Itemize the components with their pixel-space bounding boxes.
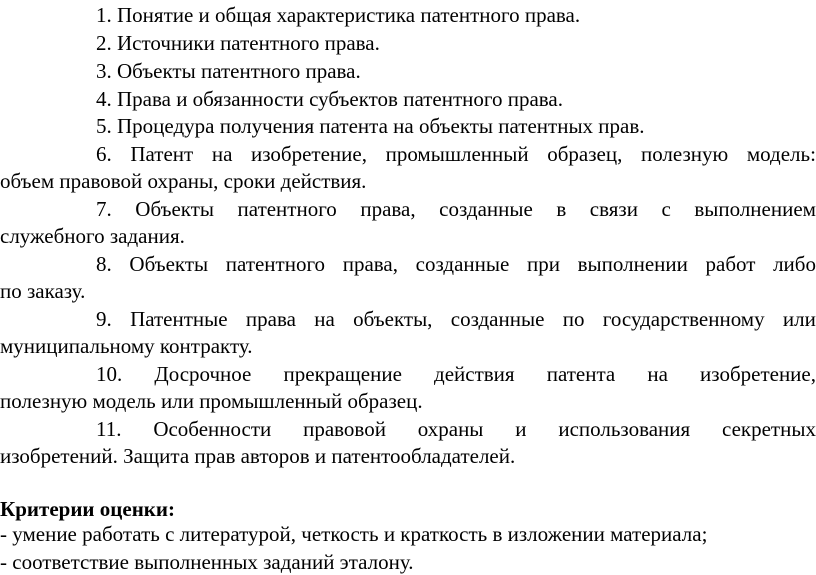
list-item bbox=[0, 141, 816, 167]
word: при bbox=[526, 252, 560, 276]
list-item bbox=[0, 306, 816, 332]
criteria-line: - умение работать с литературой, четкость и краткость в изложении материала; bbox=[0, 522, 708, 546]
word: 8. bbox=[96, 252, 112, 276]
list-item: 2. Источники патентного права. bbox=[96, 31, 380, 55]
list-item bbox=[0, 196, 816, 222]
list-item bbox=[0, 416, 816, 442]
word: выполнением bbox=[694, 197, 816, 221]
word: образец, bbox=[547, 142, 623, 166]
word: промышленный bbox=[385, 142, 529, 166]
word: работ bbox=[705, 252, 756, 276]
list-item: 5. Процедура получения патента на объекты патентных прав. bbox=[96, 114, 645, 138]
word: модель: bbox=[746, 142, 816, 166]
word: созданные bbox=[450, 307, 545, 331]
word: государственному bbox=[602, 307, 765, 331]
word: созданные bbox=[439, 197, 533, 221]
word: по bbox=[562, 307, 585, 331]
word: права, bbox=[342, 252, 398, 276]
word: правовой bbox=[303, 417, 386, 441]
word: объекты, bbox=[353, 307, 433, 331]
list-item-continuation: служебного задания. bbox=[0, 224, 185, 248]
word: изобретение, bbox=[700, 362, 816, 386]
word: в bbox=[556, 197, 567, 221]
word: Объекты bbox=[135, 197, 215, 221]
word: с bbox=[661, 197, 671, 221]
list-item-continuation: объем правовой охраны, сроки действия. bbox=[0, 169, 367, 193]
word: патентного bbox=[237, 197, 337, 221]
word: созданные bbox=[415, 252, 510, 276]
list-item: 4. Права и обязанности субъектов патентного права. bbox=[96, 87, 563, 111]
word: 7. bbox=[96, 197, 112, 221]
word: на bbox=[647, 362, 668, 386]
word: Особенности bbox=[153, 417, 272, 441]
list-item-continuation: по заказу. bbox=[0, 279, 86, 303]
word: изобретение, bbox=[251, 142, 367, 166]
word: прекращение bbox=[283, 362, 402, 386]
list-item: 1. Понятие и общая характеристика патентного права. bbox=[96, 3, 581, 27]
word: Досрочное bbox=[154, 362, 252, 386]
list-item-continuation: муниципальному контракту. bbox=[0, 334, 253, 358]
word: права, bbox=[360, 197, 416, 221]
word: использования bbox=[558, 417, 691, 441]
word: или bbox=[782, 307, 816, 331]
list-item bbox=[0, 251, 816, 277]
word: 9. bbox=[96, 307, 112, 331]
word: либо bbox=[773, 252, 816, 276]
list-item: 3. Объекты патентного права. bbox=[96, 59, 361, 83]
word: и bbox=[515, 417, 527, 441]
word: охраны bbox=[417, 417, 484, 441]
word: патентного bbox=[225, 252, 326, 276]
word: секретных bbox=[722, 417, 816, 441]
word: Объекты bbox=[129, 252, 209, 276]
word: 11. bbox=[96, 417, 122, 441]
word: на bbox=[314, 307, 335, 331]
word: действия bbox=[434, 362, 515, 386]
word: 10. bbox=[96, 362, 123, 386]
word: на bbox=[211, 142, 233, 166]
list-item-continuation: полезную модель или промышленный образец. bbox=[0, 389, 423, 413]
word: полезную bbox=[640, 142, 729, 166]
word: 6. bbox=[96, 142, 112, 166]
list-item-continuation: изобретений. Защита прав авторов и патентообладателей. bbox=[0, 444, 516, 468]
criteria-heading: Критерии оценки: bbox=[0, 497, 175, 521]
word: права bbox=[245, 307, 296, 331]
word: Патентные bbox=[130, 307, 228, 331]
word: выполнении bbox=[577, 252, 688, 276]
list-item bbox=[0, 361, 816, 387]
criteria-line: - соответствие выполненных заданий эталону. bbox=[0, 550, 414, 574]
word: патента bbox=[546, 362, 616, 386]
word: Патент bbox=[130, 142, 194, 166]
word: связи bbox=[589, 197, 638, 221]
